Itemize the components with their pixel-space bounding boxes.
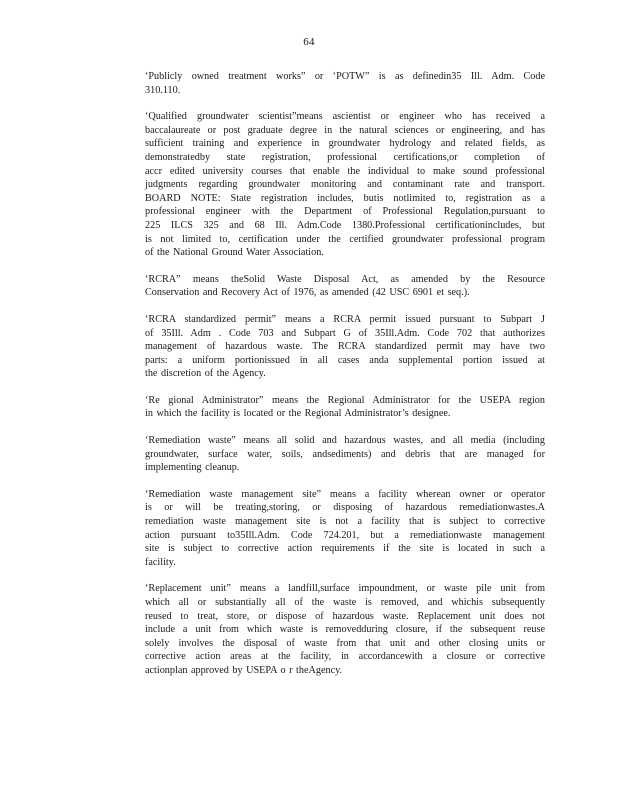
definition-line: which all or substantially all of the waste is removed, and whichis subsequently [145, 597, 545, 608]
definition-line: ‘RCRA standardized permit” means a RCRA permit issued pursuant to Subpart J [145, 313, 545, 325]
definition-line: sufficient training and experience in groundwater hydrology and related fields, as [145, 138, 545, 150]
definition-line: the discretion of the Agency. [145, 368, 266, 380]
definition-line: site is subject to corrective action requirements if the site is located in such a [145, 543, 545, 555]
definition-line: groundwater, surface water, soils, andsediments) and debris that are managed for [145, 448, 545, 460]
definition-line: action pursuant to35Ill.Adm. Code 724.201, but a remediationwaste management [145, 529, 545, 541]
definition-line: ‘Replacement unit” means a landfill,surface impoundment, or waste pile unit from [145, 583, 545, 595]
definition-line: BOARD NOTE: State registration includes, butis notlimited to, registration as a [145, 192, 545, 204]
definition-paragraph [145, 394, 545, 421]
definition-line: of 35Ill. Adm . Code 703 and Subpart G of 35Ill.Adm. Code 702 that authorizes [145, 327, 545, 339]
definition-line: 225 ILCS 325 and 68 Ill. Adm.Code 1380.Professional certificationincludes, but [145, 219, 545, 231]
definition-line: ‘Publicly owned treatment works” or ‘POTW” is as definedin35 Ill. Adm. Code [145, 71, 545, 82]
definition-paragraph [145, 434, 545, 475]
definition-line: ‘Remediation waste” means all solid and hazardous wastes, and all media (including [145, 435, 545, 447]
definition-line: corrective action areas at the facility, in accordancewith a closure or corrective [145, 651, 545, 663]
definition-line: ‘Remediation waste management site” means a facility wherean owner or operator [145, 488, 545, 500]
definition-paragraph [145, 488, 545, 570]
definition-line: baccalaureate or post graduate degree in the natural sciences or engineering, and has [145, 124, 545, 136]
definition-line: facility. [145, 556, 176, 568]
definition-paragraph [145, 70, 545, 97]
definition-line: is or will be treating,storing, or disposing of hazardous remediationwastes.A [145, 502, 545, 514]
definition-line: ‘Qualified groundwater scientist”means ascientist or engineer who has received a [145, 111, 545, 123]
definition-line: reused to treat, store, or dispose of hazardous waste. Replacement unit does not [145, 610, 545, 622]
definition-line: judgments regarding groundwater monitoring and contaminant rate and transport. [145, 179, 545, 191]
definition-paragraph [145, 313, 545, 381]
definition-line: 310.110. [145, 84, 181, 96]
definition-line: professional engineer with the Department of Professional Regulation,pursuant to [145, 206, 545, 218]
definition-line: ‘Re gional Administrator” means the Regional Administrator for the USEPA region [145, 394, 545, 406]
definition-line: remediation waste management site is not a facility that is subject to corrective [145, 516, 545, 528]
definition-line: parts: a uniform portionissued in all cases anda supplemental portion issued at [145, 354, 545, 366]
definition-line: demonstratedby state registration, professional certifications,or completion of [145, 151, 545, 163]
definition-line: Conservation and Recovery Act of 1976, as amended (42 USC 6901 et seq.). [145, 287, 470, 299]
definition-paragraph [145, 582, 545, 677]
page-number: 64 [303, 36, 315, 48]
definition-line: is not limited to, certification under the certified groundwater professional program [145, 233, 545, 245]
definition-line: accr edited university courses that enable the individual to make sound professional [145, 165, 545, 177]
definition-paragraph [145, 273, 545, 300]
definition-line: implementing cleanup. [145, 462, 240, 474]
definition-line: solely involves the disposal of waste from that unit and other closing units or [145, 637, 545, 649]
definition-line: management of hazardous waste. The RCRA standardized permit may have two [145, 341, 545, 353]
definition-line: include a unit from which waste is removedduring closure, if the subsequent reuse [145, 624, 545, 636]
definition-line: actionplan approved by USEPA o r theAgency. [145, 664, 343, 676]
definition-line: of the National Ground Water Association. [145, 247, 324, 259]
definition-paragraph [145, 110, 545, 260]
definition-line: in which the facility is located or the Regional Administrator’s designee. [145, 408, 451, 420]
definition-line: ‘RCRA” means theSolid Waste Disposal Act, as amended by the Resource [145, 273, 545, 285]
definitions-body [145, 70, 545, 691]
